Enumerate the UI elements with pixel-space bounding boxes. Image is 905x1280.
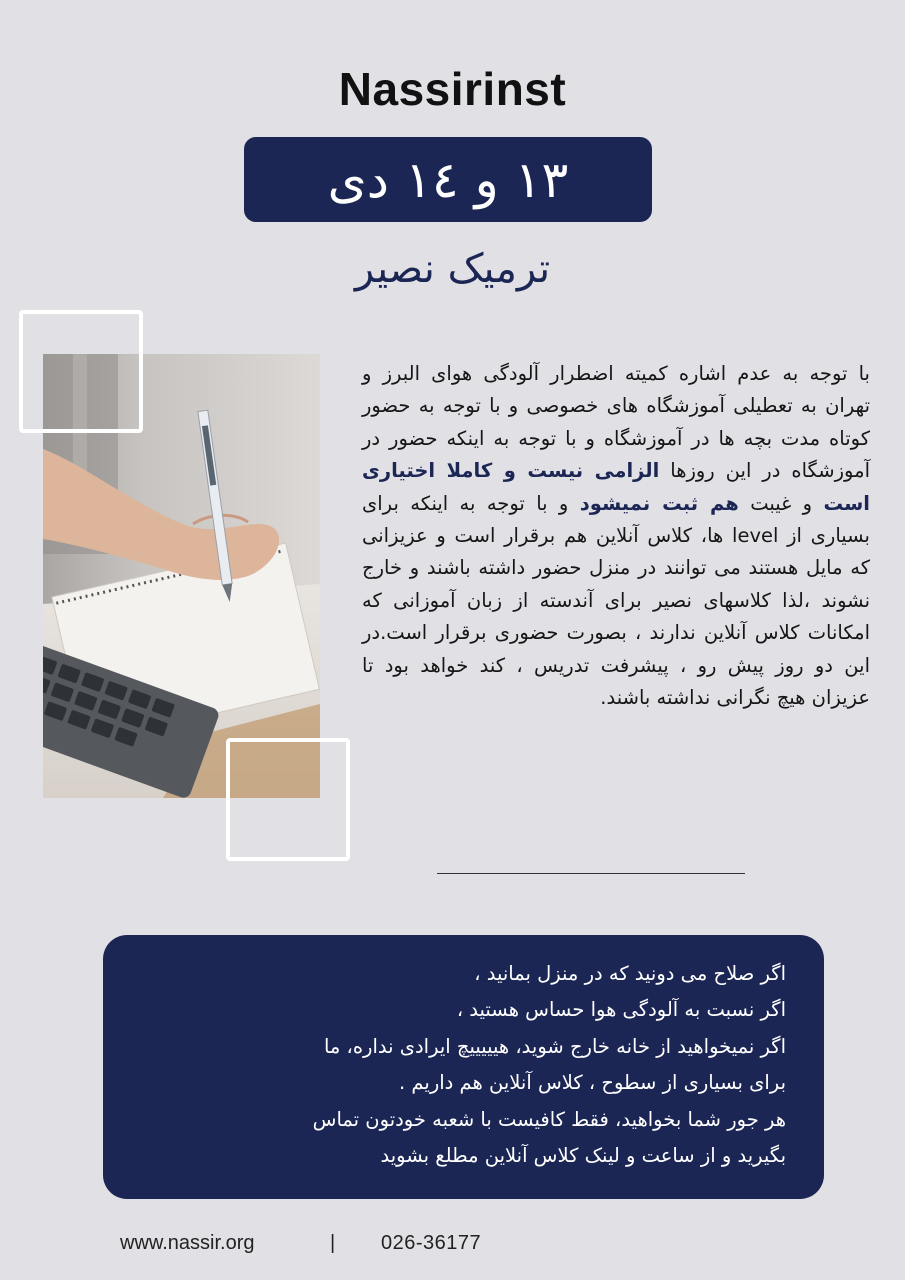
notice-line: اگر نسبت به آلودگی هوا حساس هستید ، bbox=[456, 998, 786, 1022]
notice-line: اگر نمیخواهید از خانه خارج شوید، هیییییچ ایرادی نداره، ما bbox=[323, 1034, 786, 1058]
notice-line: اگر صلاح می دونید که در منزل بمانید ، bbox=[474, 962, 786, 985]
decorative-frame-bottom bbox=[226, 738, 350, 861]
article-body bbox=[362, 358, 870, 714]
footer bbox=[0, 1232, 905, 1260]
decorative-frame-top bbox=[19, 310, 143, 433]
notice-line: بگیرید و از ساعت و لینک کلاس آنلاین مطلع بشوید bbox=[380, 1144, 786, 1168]
phone-number[interactable]: 026-36177 bbox=[381, 1232, 482, 1254]
notice-box bbox=[103, 935, 824, 1199]
brand-title: Nassirinst bbox=[338, 63, 567, 115]
article-text-part1: با توجه به عدم اشاره کمیته اضطرار آلودگی هوای البرز و تهران به تعطیلی آموزشگاه های خصوصی و با توجه به حضور کوتاه مدت بچه ها در آموزشگاه و با توجه به اینکه حضور در آموزشگاه در این روزها bbox=[362, 362, 870, 483]
page-subtitle: ترمیک نصیر bbox=[354, 246, 551, 292]
website-link[interactable]: www.nassir.org bbox=[120, 1232, 255, 1254]
article-highlight-optional: الزامی نیست و کاملا اختیاری است bbox=[362, 459, 870, 515]
date-banner bbox=[244, 137, 652, 222]
date-text: ۱۳ و ۱٤ دی bbox=[327, 150, 569, 209]
article-highlight-absence: هم ثبت نمیشود bbox=[579, 491, 739, 515]
article-text-part2: و غیبت bbox=[738, 491, 824, 515]
article-text-part3: و با توجه به اینکه برای بسیاری از level ها، کلاس آنلاین هم برقرار است و عزیزانی که مایل هستند می توانند در منزل حضور داشته باشند و خارج نشوند ،لذا کلاسهای نصیر برای آندسته از زبان آموزانی که امکانات کلاس آنلاین ندارند ، بصورت حضوری برقرار است.در این دو روز پیش رو ، پیشرفت تدریس ، کند خواهد بود تا عزیزان هیچ نگرانی نداشته باشند. bbox=[362, 491, 870, 710]
divider-line bbox=[437, 873, 745, 874]
notice-line: هر جور شما بخواهید، فقط کافیست با شعبه خودتون تماس bbox=[312, 1107, 786, 1131]
footer-separator: | bbox=[330, 1232, 336, 1254]
notice-line: برای بسیاری از سطوح ، کلاس آنلاین هم داریم . bbox=[399, 1071, 786, 1095]
